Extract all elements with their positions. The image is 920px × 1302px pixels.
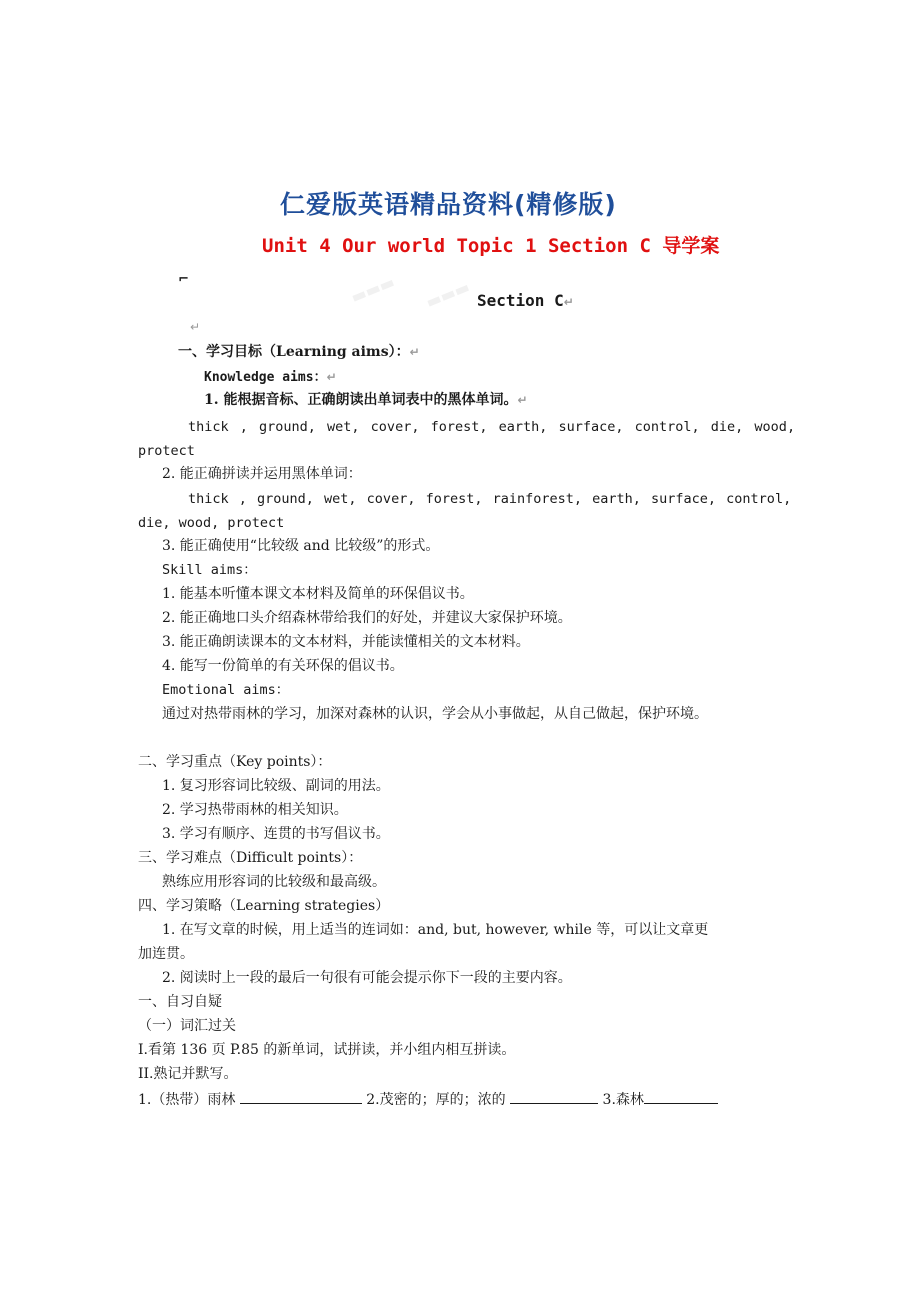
return-mark-icon: ↵ xyxy=(517,393,528,407)
watermark: ▬▬▬ xyxy=(423,277,473,312)
strategies-heading: 四、学习策略（Learning strategies） xyxy=(138,898,390,914)
return-mark-icon: ↵ xyxy=(563,295,574,309)
vocab-task-1: I.看第 136 页 P.85 的新单词，试拼读，并小组内相互拼读。 xyxy=(138,1042,516,1058)
question-2-label: 2.茂密的；厚的；浓的 xyxy=(366,1092,506,1108)
skill-aim-4: 4. 能写一份简单的有关环保的倡议书。 xyxy=(162,658,404,674)
corner-mark-icon: ⌐ xyxy=(178,272,189,287)
knowledge-aim-2: 2. 能正确拼读并运用黑体单词： xyxy=(162,466,362,482)
strategy-2: 2. 阅读时上一段的最后一句很有可能会提示你下一段的主要内容。 xyxy=(162,970,572,986)
key-point-3: 3. 学习有顺序、连贯的书写倡议书。 xyxy=(162,826,390,842)
brand-title: 仁爱版英语精品资料(精修版) xyxy=(280,190,617,219)
skill-aims-label: Skill aims： xyxy=(162,562,257,578)
return-mark-icon: ↵ xyxy=(326,370,337,384)
emotional-aims-label: Emotional aims： xyxy=(162,682,290,698)
section-heading: Section C↵ xyxy=(477,291,574,310)
word-list-1-line1: thick , ground, wet, cover, forest, earth, surface, control, die, wood, xyxy=(188,419,796,435)
vocab-heading: （一）词汇过关 xyxy=(138,1018,236,1034)
strategy-1-line1: 1. 在写文章的时候，用上适当的连词如：and, but, however, while 等，可以让文章更 xyxy=(162,922,709,938)
document-subtitle: Unit 4 Our world Topic 1 Section C 导学案 xyxy=(262,235,720,257)
return-mark-icon: ↵ xyxy=(409,345,420,359)
question-3-label: 3.森林 xyxy=(602,1092,644,1108)
answer-blank-1[interactable] xyxy=(240,1089,362,1104)
skill-aim-2: 2. 能正确地口头介绍森林带给我们的好处，并建议大家保护环境。 xyxy=(162,610,572,626)
watermark: ▬▬▬ xyxy=(348,272,398,307)
question-1-label: 1.（热带）雨林 xyxy=(138,1092,236,1108)
difficult-point-1: 熟练应用形容词的比较级和最高级。 xyxy=(162,874,386,890)
key-point-2: 2. 学习热带雨林的相关知识。 xyxy=(162,802,348,818)
answer-blank-3[interactable] xyxy=(644,1089,718,1104)
skill-aim-1: 1. 能基本听懂本课文本材料及简单的环保倡议书。 xyxy=(162,586,474,602)
key-points-heading: 二、学习重点（Key points）： xyxy=(138,754,332,770)
aims-heading: 一、学习目标（Learning aims）：↵ xyxy=(178,344,420,360)
self-study-heading: 一、自习自疑 xyxy=(138,994,222,1010)
knowledge-aim-1: 1. 能根据音标、正确朗读出单词表中的黑体单词。↵ xyxy=(204,392,528,408)
answer-blank-2[interactable] xyxy=(510,1089,598,1104)
knowledge-aims-label: Knowledge aims：↵ xyxy=(204,370,337,385)
word-list-1-line2: protect xyxy=(138,443,195,459)
difficult-points-heading: 三、学习难点（Difficult points）： xyxy=(138,850,363,866)
emotional-aim-1: 通过对热带雨林的学习，加深对森林的认识，学会从小事做起，从自己做起，保护环境。 xyxy=(162,706,708,722)
key-point-1: 1. 复习形容词比较级、副词的用法。 xyxy=(162,778,390,794)
return-mark-icon: ↵ xyxy=(190,320,201,334)
word-list-2-line2: die, wood, protect xyxy=(138,515,285,531)
word-list-2-line1: thick , ground, wet, cover, forest, rainforest, earth, surface, control, xyxy=(188,491,792,507)
vocab-task-2: II.熟记并默写。 xyxy=(138,1066,238,1082)
knowledge-aim-3: 3. 能正确使用“比较级 and 比较级”的形式。 xyxy=(162,538,440,554)
fill-in-line xyxy=(138,1089,718,1109)
skill-aim-3: 3. 能正确朗读课本的文本材料，并能读懂相关的文本材料。 xyxy=(162,634,530,650)
strategy-1-line2: 加连贯。 xyxy=(138,946,194,962)
